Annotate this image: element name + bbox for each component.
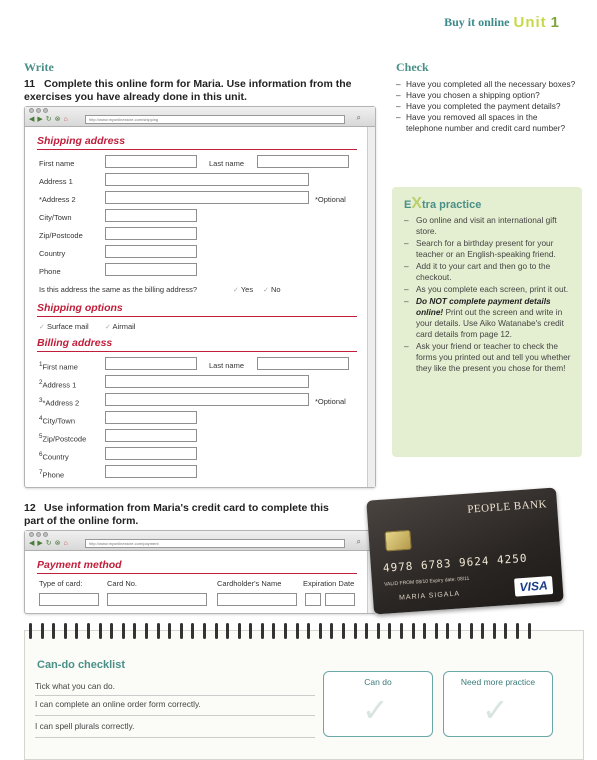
optional-note: *Optional <box>315 397 346 406</box>
shipping-country-field[interactable] <box>105 245 197 258</box>
list-item: – Do NOT complete payment details online! Print out the screen and write in your details. Use Aiko Watanabe's credit card details from page 12. <box>404 296 574 340</box>
can-do-intro: Tick what you can do. <box>35 681 115 691</box>
divider <box>35 695 315 696</box>
expiration-date-label: Expiration Date <box>303 579 355 588</box>
checkmark-icon: ✓ <box>39 324 45 331</box>
url-bar[interactable]: http://www.myonlinestore.com/payment <box>85 539 345 548</box>
billing-first-name-label: $^1$First name <box>39 361 78 372</box>
search-icon[interactable]: ⌕ <box>356 113 361 122</box>
card-type-field[interactable] <box>39 593 99 606</box>
shipping-first-name-field[interactable] <box>105 155 197 168</box>
divider <box>35 737 315 738</box>
section-title: Buy it online <box>444 15 510 29</box>
address1-label: Address 1 <box>39 177 73 186</box>
search-icon[interactable]: ⌕ <box>356 537 361 546</box>
shipping-phone-field[interactable] <box>105 263 197 276</box>
write-title: Write <box>24 60 54 74</box>
billing-zip-field[interactable] <box>105 429 197 442</box>
home-icon[interactable]: ⌂ <box>63 540 68 547</box>
billing-address1-label: $^2$Address 1 <box>39 379 77 390</box>
divider <box>35 715 315 716</box>
last-name-label: Last name <box>209 159 245 168</box>
list-item: – Ask your friend or teacher to check the forms you printed out and tell you whether they like the present you chose for them! <box>404 341 574 374</box>
check-list <box>396 79 576 134</box>
divider <box>37 351 357 352</box>
checkmark-icon: ✓ <box>233 287 239 294</box>
list-item: – Add it to your cart and then go to the checkout. <box>404 261 574 283</box>
expiry-month-field[interactable] <box>305 593 321 606</box>
unit-label: Unit <box>513 14 547 31</box>
billing-zip-label: $^5$Zip/Postcode <box>39 433 87 444</box>
forward-icon[interactable]: ▶ <box>37 540 43 547</box>
payment-method-heading: Payment method <box>37 559 122 571</box>
stop-icon[interactable]: ⊗ <box>54 540 61 547</box>
shipping-city-field[interactable] <box>105 209 197 222</box>
billing-address-heading: Billing address <box>37 337 113 349</box>
refresh-icon[interactable]: ↻ <box>45 116 52 123</box>
address2-label: *Address 2 <box>39 195 76 204</box>
checkmark-icon: ✓ <box>105 324 111 331</box>
check-title: Check <box>396 60 429 74</box>
expiry-year-field[interactable] <box>325 593 355 606</box>
can-do-item: I can complete an online order form correctly. <box>35 699 201 709</box>
billing-city-field[interactable] <box>105 411 197 424</box>
browser-window-shipping <box>24 106 376 488</box>
billing-city-label: $^4$City/Town <box>39 415 75 426</box>
billing-last-name-label: Last name <box>209 361 245 370</box>
list-item: – Have you chosen a shipping option? <box>396 90 576 101</box>
city-label: City/Town <box>39 213 72 222</box>
divider <box>37 573 357 574</box>
country-label: Country <box>39 249 66 258</box>
optional-note: *Optional <box>315 195 346 204</box>
shipping-address2-field[interactable] <box>105 191 309 204</box>
first-name-label: First name <box>39 159 75 168</box>
billing-phone-field[interactable] <box>105 465 197 478</box>
zip-label: Zip/Postcode <box>39 231 83 240</box>
scrollbar[interactable] <box>367 127 375 487</box>
back-icon[interactable]: ◀ <box>29 540 35 547</box>
list-item: – Have you completed all the necessary boxes? <box>396 79 576 90</box>
divider <box>37 316 357 317</box>
billing-country-field[interactable] <box>105 447 197 460</box>
back-icon[interactable]: ◀ <box>29 116 35 123</box>
shipping-options-heading: Shipping options <box>37 302 123 314</box>
cardholder-name-field[interactable] <box>217 593 297 606</box>
cardholder-name-label: Cardholder's Name <box>217 579 282 588</box>
card-type-label: Type of card: <box>39 579 83 588</box>
browser-toolbar <box>25 107 375 127</box>
divider <box>37 149 357 150</box>
card-number-field[interactable] <box>107 593 207 606</box>
can-do-box[interactable]: Can do ✓ <box>323 671 433 737</box>
bank-name: PEOPLE BANK <box>466 498 548 516</box>
task-11: 11 Complete this online form for Maria. Use information from the exercises you have already done in this unit. <box>24 78 352 103</box>
list-item: – Have you removed all spaces in the telephone number and credit card number? <box>396 112 576 134</box>
window-controls[interactable] <box>29 532 48 537</box>
billing-address2-field[interactable] <box>105 393 309 406</box>
browser-window-payment <box>24 530 376 614</box>
card-number: 4978 6783 9624 4250 <box>382 551 528 575</box>
checkmark-icon: ✓ <box>482 692 509 728</box>
billing-phone-label: $^7$Phone <box>39 469 65 480</box>
list-item: – As you complete each screen, print it out. <box>404 284 574 295</box>
airmail-option[interactable]: ✓ Airmail <box>105 322 136 331</box>
billing-address2-label: $^3$*Address 2 <box>39 397 80 408</box>
list-item: – Have you completed the payment details? <box>396 101 576 112</box>
unit-number: 1 <box>550 14 559 31</box>
extra-practice-box <box>392 187 582 457</box>
surface-mail-option[interactable]: ✓ Surface mail <box>39 322 89 331</box>
card-valid-dates: VALID FROM 08/10 Expiry date: 08/11 <box>383 575 470 588</box>
home-icon[interactable]: ⌂ <box>63 116 68 123</box>
can-do-item: I can spell plurals correctly. <box>35 721 135 731</box>
extra-practice-title: EXtra practice <box>404 195 482 212</box>
yes-option[interactable]: ✓ Yes <box>233 285 254 294</box>
shipping-address1-field[interactable] <box>105 173 309 186</box>
credit-card-image <box>366 488 563 615</box>
same-address-question: Is this address the same as the billing address? <box>39 285 198 294</box>
billing-address1-field[interactable] <box>105 375 309 388</box>
card-number-label: Card No. <box>107 579 138 588</box>
window-controls[interactable] <box>29 108 48 113</box>
no-option[interactable]: ✓ No <box>263 285 281 294</box>
task-12: 12 Use information from Maria's credit card to complete this part of the online form. <box>24 502 329 527</box>
browser-toolbar <box>25 531 375 551</box>
list-item: – Search for a birthday present for your teacher or an English-speaking friend. <box>404 238 574 260</box>
billing-last-name-field[interactable] <box>257 357 349 370</box>
can-do-title: Can-do checklist <box>37 659 126 671</box>
phone-label: Phone <box>39 267 61 276</box>
list-item: – Go online and visit an international gift store. <box>404 215 574 237</box>
can-do-checklist <box>24 630 584 760</box>
checkmark-icon: ✓ <box>263 287 269 294</box>
shipping-zip-field[interactable] <box>105 227 197 240</box>
url-bar[interactable]: http://www.myonlinestore.com/shipping <box>85 115 345 124</box>
spiral-binding <box>25 623 583 641</box>
need-more-practice-box[interactable]: Need more practice ✓ <box>443 671 553 737</box>
forward-icon[interactable]: ▶ <box>37 116 43 123</box>
visa-logo: VISA <box>514 576 553 597</box>
shipping-last-name-field[interactable] <box>257 155 349 168</box>
cardholder-name: MARIA SIGALA <box>398 590 461 602</box>
billing-country-label: $^6$Country <box>39 451 69 462</box>
billing-first-name-field[interactable] <box>105 357 197 370</box>
shipping-address-heading: Shipping address <box>37 135 126 147</box>
unit-header <box>444 14 559 31</box>
stop-icon[interactable]: ⊗ <box>54 116 61 123</box>
refresh-icon[interactable]: ↻ <box>45 540 52 547</box>
chip-icon <box>384 530 411 552</box>
checkmark-icon: ✓ <box>362 692 389 728</box>
